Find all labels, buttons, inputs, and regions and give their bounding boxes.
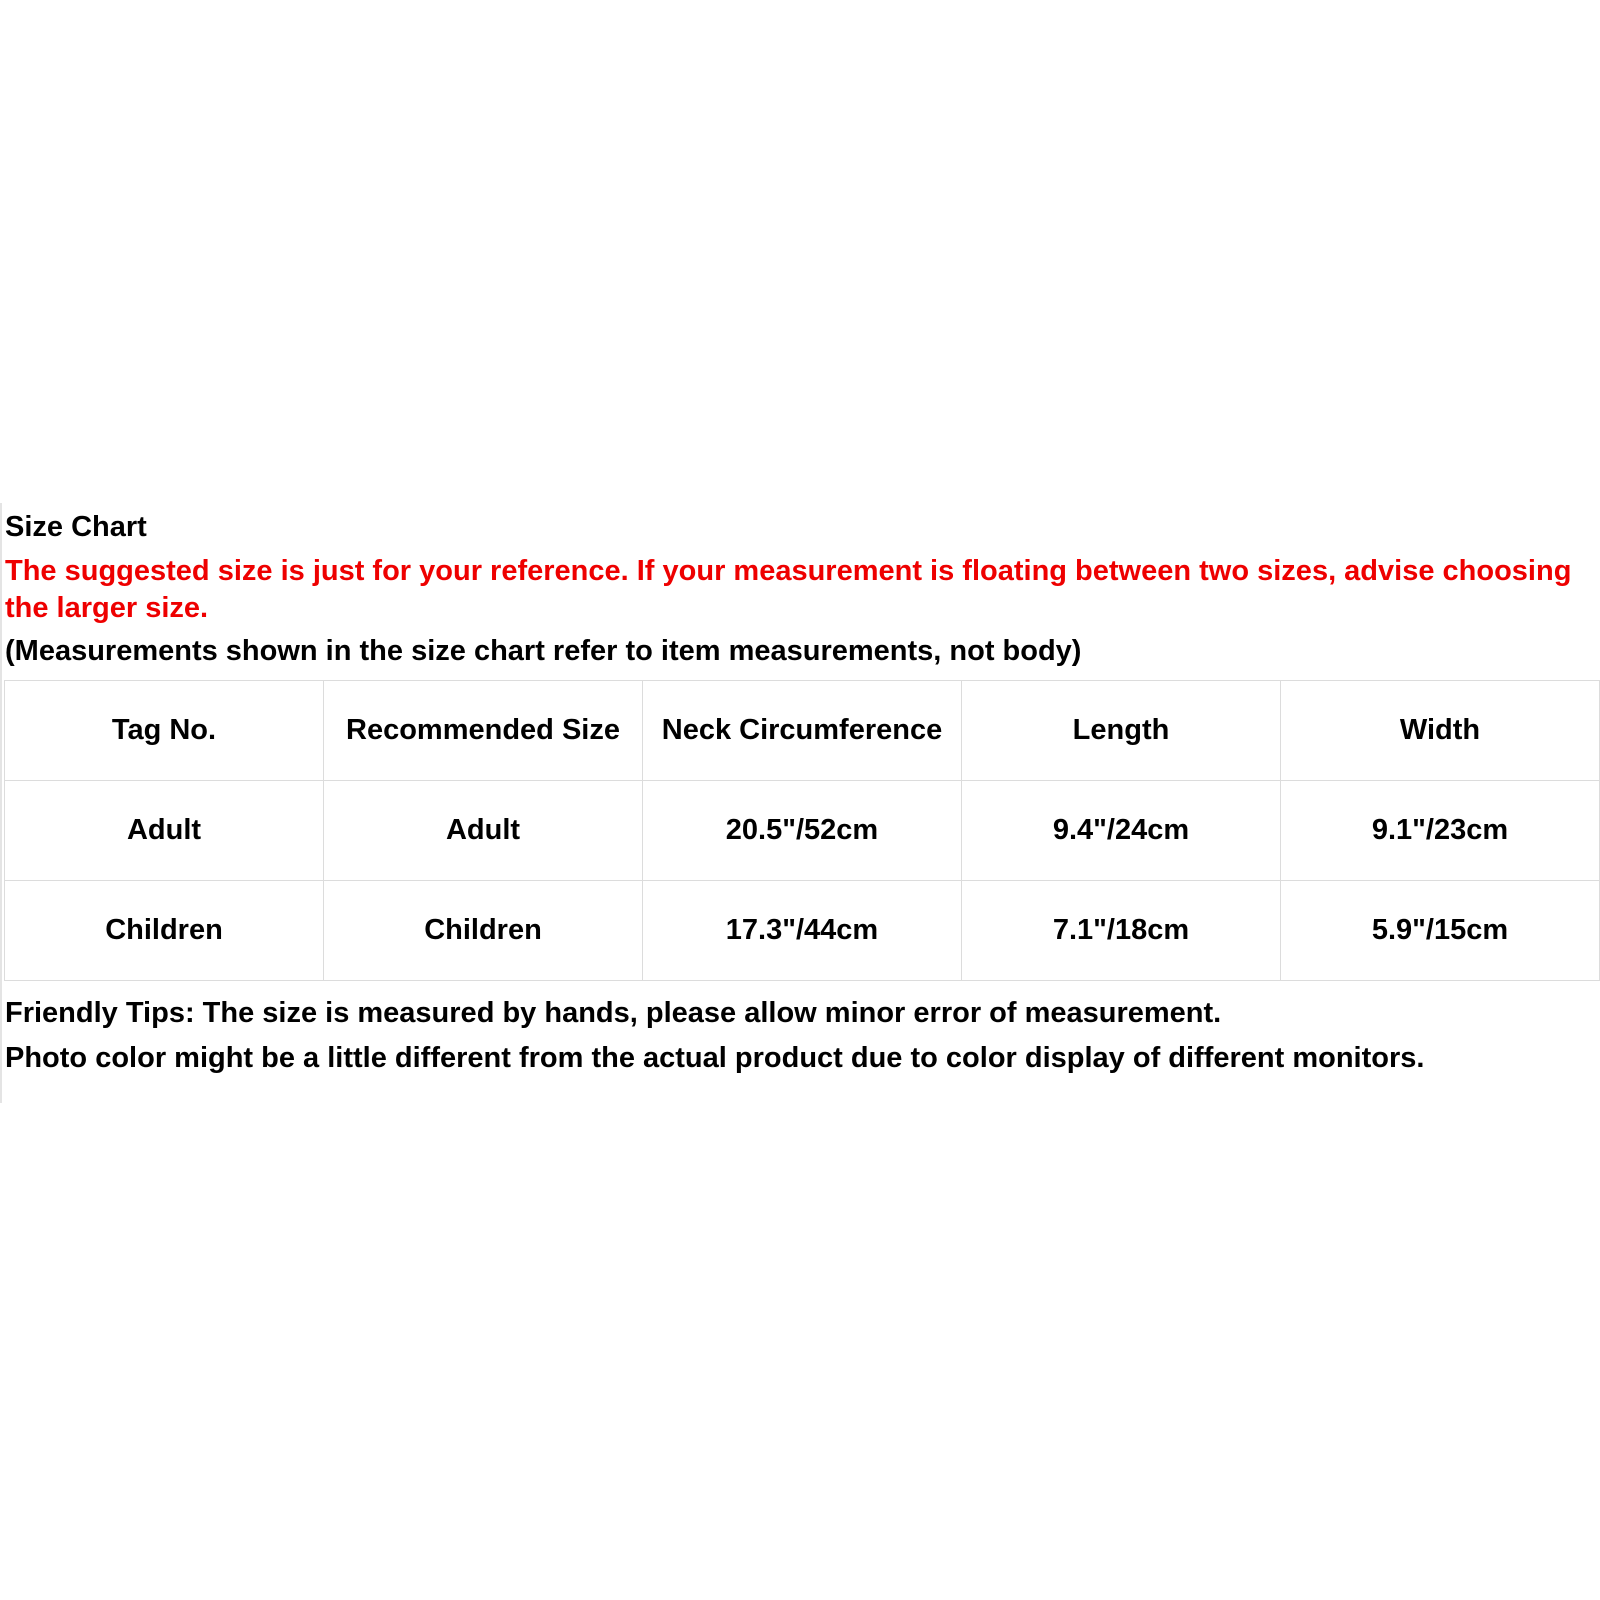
size-chart-document bbox=[0, 503, 1600, 1103]
cell-length: 9.4"/24cm bbox=[962, 781, 1281, 881]
friendly-tips: Friendly Tips: The size is measured by hands, please allow minor error of measurement. bbox=[5, 997, 1222, 1029]
cell-tag-no: Adult bbox=[5, 781, 324, 881]
header-tag-no: Tag No. bbox=[5, 681, 324, 781]
header-neck-circumference: Neck Circumference bbox=[643, 681, 962, 781]
cell-width: 5.9"/15cm bbox=[1281, 881, 1600, 981]
table-header-row bbox=[5, 681, 1600, 781]
size-chart-title: Size Chart bbox=[5, 511, 147, 543]
left-edge-line bbox=[0, 503, 2, 1103]
measurement-note: (Measurements shown in the size chart refer to item measurements, not body) bbox=[5, 635, 1082, 667]
cell-recommended-size: Adult bbox=[324, 781, 643, 881]
cell-recommended-size: Children bbox=[324, 881, 643, 981]
size-notice: The suggested size is just for your reference. If your measurement is floating between two sizes, advise choosing the larger size. bbox=[5, 555, 1572, 624]
cell-tag-no: Children bbox=[5, 881, 324, 981]
header-length: Length bbox=[962, 681, 1281, 781]
cell-length: 7.1"/18cm bbox=[962, 881, 1281, 981]
cell-width: 9.1"/23cm bbox=[1281, 781, 1600, 881]
cell-neck-circumference: 20.5"/52cm bbox=[643, 781, 962, 881]
table-row bbox=[5, 881, 1600, 981]
header-width: Width bbox=[1281, 681, 1600, 781]
cell-neck-circumference: 17.3"/44cm bbox=[643, 881, 962, 981]
size-table bbox=[4, 680, 1600, 981]
table-row bbox=[5, 781, 1600, 881]
photo-color-note: Photo color might be a little different from the actual product due to color display of different monitors. bbox=[5, 1042, 1425, 1074]
header-recommended-size: Recommended Size bbox=[324, 681, 643, 781]
